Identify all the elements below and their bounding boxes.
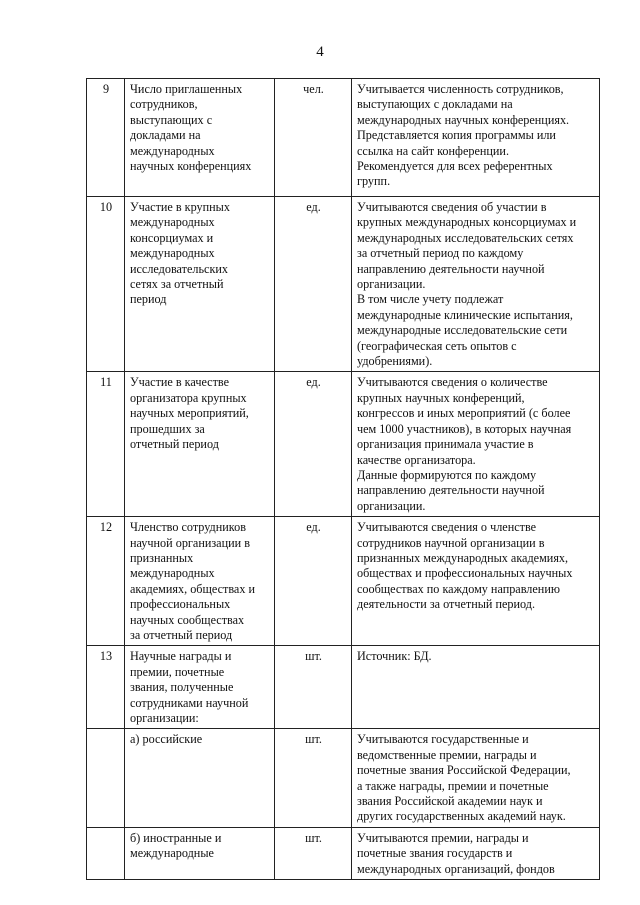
- table-body: [87, 79, 600, 880]
- indicator-description: [352, 646, 600, 729]
- indicator-description-line: организации.: [357, 498, 426, 513]
- indicator-name: [125, 646, 275, 729]
- indicator-name-line: Число приглашенных: [130, 82, 243, 96]
- indicator-description-line: ссылка на сайт конференции.: [357, 143, 509, 158]
- indicator-description-line: удобрениями).: [357, 354, 433, 369]
- indicators-table: [86, 78, 600, 880]
- indicator-description-line: выступающих с докладами на: [357, 97, 513, 112]
- row-number: 13: [87, 646, 125, 729]
- indicator-name-line: прошедших за: [130, 421, 205, 436]
- indicator-description-line: конгрессов и иных мероприятий (с более: [357, 406, 571, 421]
- indicator-description-line: а также награды, премии и почетные: [357, 778, 549, 793]
- indicator-name-line: научных мероприятий,: [130, 406, 249, 421]
- indicator-description-line: международных организаций, фондов: [357, 861, 555, 876]
- indicator-description-line: (географическая сеть опытов с: [357, 338, 517, 353]
- indicator-name-line: международных: [130, 215, 215, 230]
- unit-of-measure: шт.: [275, 646, 352, 729]
- row-number: 10: [87, 197, 125, 372]
- table-row: [87, 517, 600, 646]
- indicator-name-line: признанных: [130, 550, 194, 565]
- indicator-name-line: Участие в качестве: [130, 375, 230, 390]
- indicator-description: [352, 197, 600, 372]
- indicator-name-line: отчетный период: [130, 437, 219, 452]
- indicator-name-line: Членство сотрудников: [130, 520, 246, 535]
- indicator-description-line: Рекомендуется для всех референтных: [357, 159, 553, 174]
- indicator-name: [125, 729, 275, 827]
- indicator-name: [125, 79, 275, 197]
- indicator-description-line: обществах и профессиональных научных: [357, 566, 573, 581]
- indicator-name: [125, 517, 275, 646]
- indicator-name-line: сетях за отчетный: [130, 277, 224, 292]
- table-row: [87, 827, 600, 879]
- indicator-description-line: международные клинические испытания,: [357, 307, 573, 322]
- indicator-name-line: сотрудников,: [130, 97, 198, 112]
- unit-of-measure: ед.: [275, 372, 352, 517]
- indicator-description-line: почетные звания Российской Федерации,: [357, 763, 571, 778]
- indicator-description-line: Данные формируются по каждому: [357, 467, 537, 482]
- indicator-name-line: исследовательских: [130, 261, 228, 276]
- indicator-description-line: сотрудников научной организации в: [357, 535, 545, 550]
- indicator-name-line: научных сообществах: [130, 612, 245, 627]
- indicator-name-line: научной организации в: [130, 535, 250, 550]
- indicator-name-line: а) российские: [130, 732, 203, 747]
- table-row: [87, 79, 600, 197]
- indicator-description-line: направлению деятельности научной: [357, 261, 545, 276]
- table-row: [87, 729, 600, 827]
- indicator-description-line: организации.: [357, 277, 426, 292]
- indicator-description-line: международных научных конференциях.: [357, 112, 570, 127]
- unit-of-measure: ед.: [275, 517, 352, 646]
- indicator-description-line: Представляется копия программы или: [357, 128, 556, 143]
- indicator-name-line: организатора крупных: [130, 390, 247, 405]
- indicator-description-line: крупных международных консорциумах и: [357, 215, 577, 230]
- indicator-name-line: сотрудниками научной: [130, 695, 249, 710]
- indicator-name-line: звания, полученные: [130, 680, 234, 695]
- indicator-name-line: консорциумах и: [130, 230, 214, 245]
- indicator-name-line: докладами на: [130, 128, 201, 143]
- indicator-description-line: признанных международных академиях,: [357, 550, 569, 565]
- row-number: 9: [87, 79, 125, 197]
- row-number: 11: [87, 372, 125, 517]
- indicator-description-line: организация принимала участие в: [357, 437, 534, 452]
- unit-of-measure: ед.: [275, 197, 352, 372]
- indicator-name-line: академиях, обществах и: [130, 581, 255, 596]
- indicator-description-line: Учитываются сведения об участии в: [357, 200, 547, 214]
- indicator-description-line: деятельности за отчетный период.: [357, 597, 536, 612]
- indicator-description-line: крупных научных конференций,: [357, 390, 525, 405]
- indicator-description-line: В том числе учету подлежат: [357, 292, 504, 307]
- indicator-name-line: за отчетный период: [130, 627, 233, 642]
- indicator-name: [125, 372, 275, 517]
- row-number: [87, 729, 125, 827]
- indicator-name-line: научных конференциях: [130, 159, 252, 174]
- indicator-name-line: б) иностранные и: [130, 830, 222, 845]
- indicator-description-line: международные исследовательские сети: [357, 323, 568, 338]
- indicator-description-line: Источник: БД.: [357, 649, 432, 664]
- indicator-description-line: Учитываются премии, награды и: [357, 830, 529, 845]
- indicator-name: [125, 197, 275, 372]
- indicator-name-line: премии, почетные: [130, 664, 225, 679]
- indicator-description: [352, 827, 600, 879]
- indicator-description-line: международных исследовательских сетях: [357, 230, 574, 245]
- indicator-description-line: Учитываются государственные и: [357, 732, 529, 747]
- indicator-name-line: профессиональных: [130, 597, 231, 612]
- indicator-description-line: качестве организатора.: [357, 452, 476, 467]
- indicator-description-line: ведомственные премии, награды и: [357, 747, 537, 762]
- indicator-description: [352, 517, 600, 646]
- indicator-description-line: почетные звания государств и: [357, 846, 513, 861]
- indicator-name-line: Участие в крупных: [130, 200, 230, 214]
- indicator-description-line: Учитывается численность сотрудников,: [357, 82, 564, 96]
- indicator-name-line: международных: [130, 566, 215, 581]
- table-row: [87, 372, 600, 517]
- indicator-description-line: звания Российской академии наук и: [357, 794, 543, 809]
- unit-of-measure: шт.: [275, 827, 352, 879]
- indicator-name-line: выступающих с: [130, 112, 213, 127]
- table-row: [87, 197, 600, 372]
- indicator-description: [352, 372, 600, 517]
- table-row: [87, 646, 600, 729]
- row-number: 12: [87, 517, 125, 646]
- indicator-name-line: организации:: [130, 711, 199, 725]
- indicator-description: [352, 729, 600, 827]
- indicator-description-line: других государственных академий наук.: [357, 809, 566, 824]
- indicator-name-line: международных: [130, 143, 215, 158]
- indicator-description: [352, 79, 600, 197]
- indicator-description-line: чем 1000 участников), в которых научная: [357, 421, 572, 436]
- indicator-description-line: направлению деятельности научной: [357, 483, 545, 498]
- indicator-description-line: сообществах по каждому направлению: [357, 581, 560, 596]
- indicator-name-line: международные: [130, 846, 214, 861]
- unit-of-measure: чел.: [275, 79, 352, 197]
- page-number: 4: [316, 44, 324, 60]
- row-number: [87, 827, 125, 879]
- indicator-description-line: за отчетный период по каждому: [357, 246, 524, 261]
- indicator-description-line: Учитываются сведения о количестве: [357, 375, 548, 390]
- indicator-name-line: период: [130, 292, 167, 307]
- indicator-name-line: Научные награды и: [130, 649, 232, 664]
- unit-of-measure: шт.: [275, 729, 352, 827]
- indicator-name-line: международных: [130, 246, 215, 261]
- indicator-name: [125, 827, 275, 879]
- indicator-description-line: групп.: [357, 174, 391, 189]
- indicator-description-line: Учитываются сведения о членстве: [357, 520, 537, 535]
